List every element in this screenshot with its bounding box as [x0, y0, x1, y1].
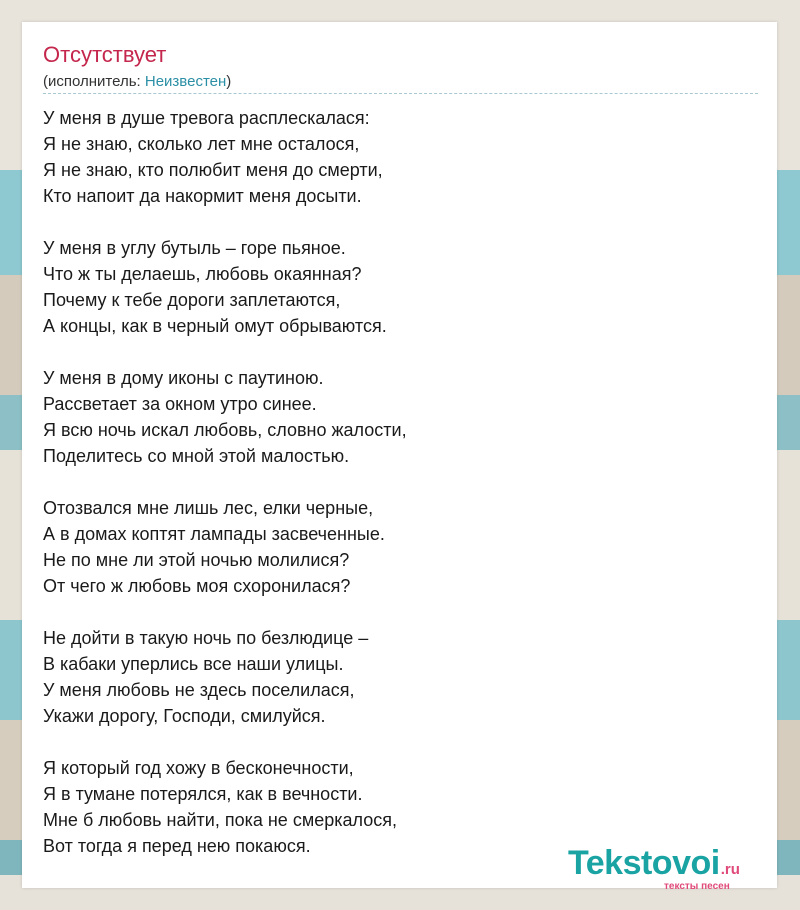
lyric-line: Почему к тебе дороги заплетаются, [43, 290, 341, 310]
lyric-line: Поделитесь со мной этой малостью. [43, 446, 350, 466]
stanza [43, 105, 407, 209]
lyric-line: Не по мне ли этой ночью молилися? [43, 550, 350, 570]
title-divider [43, 93, 758, 94]
song-title: Отсутствует [43, 42, 167, 67]
lyric-line: Кто напоит да накормит меня досыти. [43, 186, 362, 206]
lyric-line: У меня любовь не здесь поселилася, [43, 680, 355, 700]
performer-prefix: (исполнитель: [43, 73, 145, 90]
lyric-line: В кабаки уперлись все наши улицы. [43, 654, 344, 674]
performer-link[interactable]: Неизвестен [144, 73, 227, 90]
lyric-line: От чего ж любовь моя схоронилася? [43, 576, 351, 596]
lyric-line: Что ж ты делаешь, любовь окаянная? [43, 264, 362, 284]
stanza [43, 495, 407, 599]
lyric-line: Я не знаю, сколько лет мне осталося, [43, 134, 360, 154]
lyrics-card [22, 22, 777, 892]
lyric-line: Я всю ночь искал любовь, словно жалости, [43, 420, 407, 440]
lyrics-body [43, 105, 407, 885]
lyric-line: Я в тумане потерялся, как в вечности. [43, 784, 363, 804]
logo-tagline: тексты песен [664, 881, 730, 892]
stanza [43, 755, 407, 859]
lyric-line: Я который год хожу в бесконечности, [43, 758, 354, 778]
lyric-line: У меня в углу бутыль – горе пьяное. [43, 238, 346, 258]
logo-tld: .ru [720, 861, 740, 878]
performer-line [43, 73, 231, 90]
lyric-line: У меня в душе тревога расплескалася: [43, 108, 370, 128]
performer-suffix: ) [226, 73, 232, 90]
stanza [43, 365, 407, 469]
lyric-line: Вот тогда я перед нею покаюся. [43, 836, 311, 856]
lyric-line: А в домах коптят лампады засвеченные. [43, 524, 385, 544]
logo-name: Tekstovoi [568, 844, 720, 882]
lyric-line: Я не знаю, кто полюбит меня до смерти, [43, 160, 383, 180]
lyric-line: Не дойти в такую ночь по безлюдице – [43, 628, 369, 648]
stanza [43, 625, 407, 729]
lyric-line: Рассветает за окном утро синее. [43, 394, 317, 414]
site-logo[interactable] [568, 844, 740, 892]
lyric-line: Укажи дорогу, Господи, смилуйся. [43, 706, 326, 726]
lyric-line: А концы, как в черный омут обрываются. [43, 316, 387, 336]
lyric-line: У меня в дому иконы с паутиною. [43, 368, 324, 388]
lyric-line: Мне б любовь найти, пока не смеркалося, [43, 810, 397, 830]
lyric-line: Отозвался мне лишь лес, елки черные, [43, 498, 374, 518]
stanza [43, 235, 407, 339]
